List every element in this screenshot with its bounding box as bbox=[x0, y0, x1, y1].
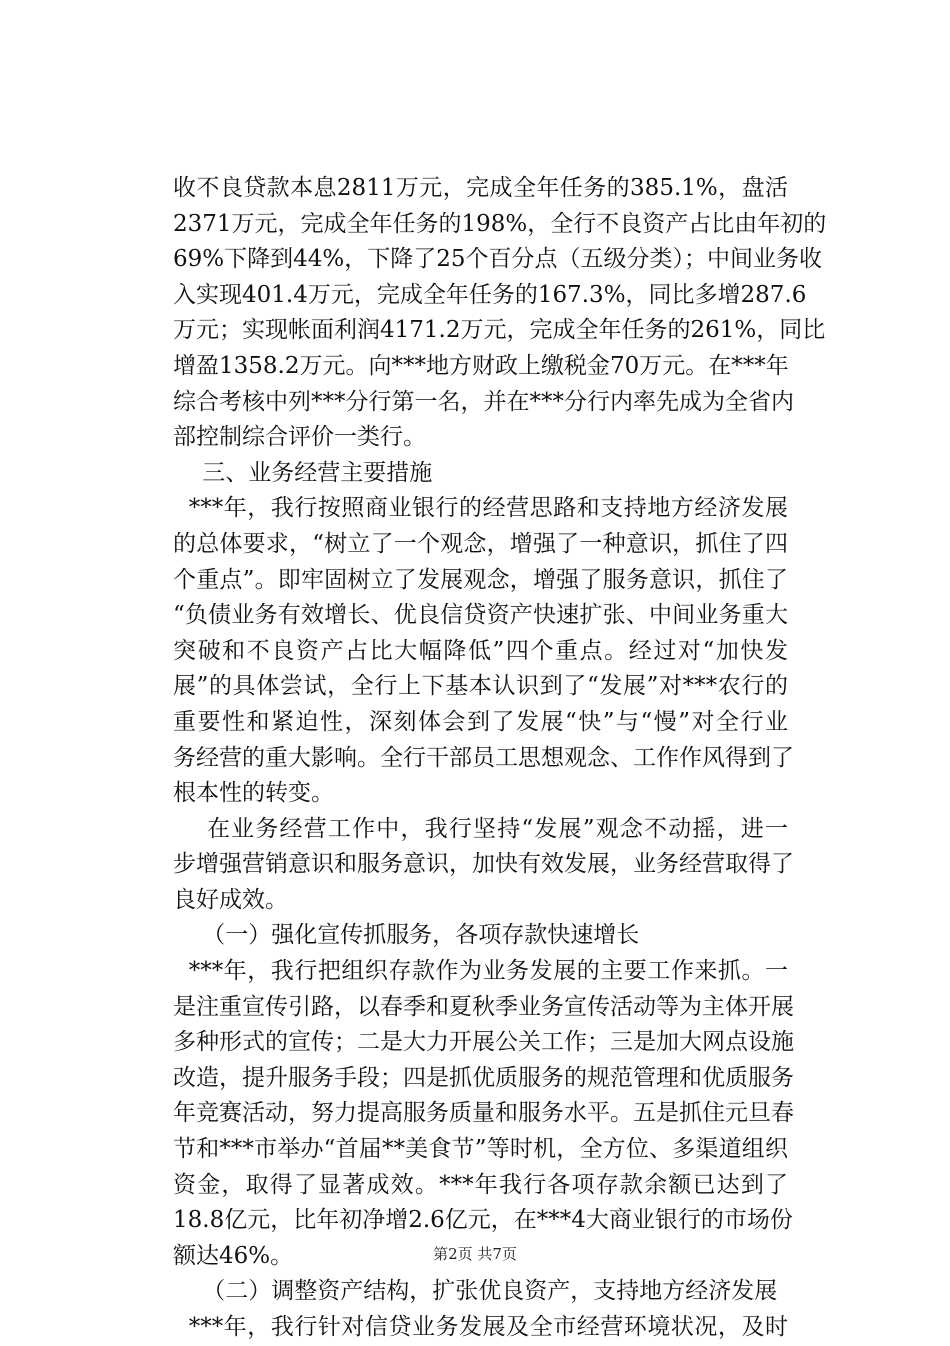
section-heading: 三、业务经营主要措施 bbox=[173, 459, 433, 486]
paragraph-line: 突破和不良资产占比大幅降低”四个重点。经过对“加快发 bbox=[173, 637, 788, 664]
paragraph-line: 额达46%。 bbox=[173, 1242, 294, 1269]
paragraph-line: 年竞赛活动，努力提高服务质量和服务水平。五是抓住元旦春 bbox=[173, 1100, 794, 1127]
paragraph-line: 根本性的转变。 bbox=[173, 780, 334, 807]
paragraph-line: ***年，我行针对信贷业务发展及全市经营环境状况，及时 bbox=[173, 1314, 788, 1340]
subsection-heading: （一）强化宣传抓服务，各项存款快速增长 bbox=[173, 922, 640, 949]
paragraph-line: 良好成效。 bbox=[173, 886, 288, 913]
paragraph-line: 多种形式的宣传；二是大力开展公关工作；三是加大网点设施 bbox=[173, 1029, 794, 1056]
paragraph-line: 增盈1358.2万元。向***地方财政上缴税金70万元。在***年 bbox=[173, 352, 789, 379]
paragraph-line: 展”的具体尝试，全行上下基本认识到了“发展”对***农行的 bbox=[173, 673, 788, 700]
paragraph-line: ***年，我行按照商业银行的经营思路和支持地方经济发展 bbox=[173, 495, 788, 522]
paragraph-line: 入实现401.4万元，完成全年任务的167.3%，同比多增287.6 bbox=[173, 281, 807, 308]
page-number-footer: 第2页 共7页 bbox=[433, 1245, 517, 1263]
paragraph-line: 综合考核中列***分行第一名，并在***分行内率先成为全省内 bbox=[173, 388, 794, 415]
paragraph-line: 的总体要求，“树立了一个观念，增强了一种意识，抓住了四 bbox=[173, 530, 788, 557]
paragraph-line: 务经营的重大影响。全行干部员工思想观念、工作作风得到了 bbox=[173, 744, 794, 771]
paragraph-line: 69%下降到44%，下降了25个百分点（五级分类）；中间业务收 bbox=[173, 246, 823, 273]
paragraph-line: 2371万元，完成全年任务的198%，全行不良资产占比由年初的 bbox=[173, 210, 827, 237]
paragraph-line: 节和***市举办“首届**美食节”等时机，全方位、多渠道组织 bbox=[173, 1136, 788, 1163]
subsection-heading: （二）调整资产结构，扩张优良资产，支持地方经济发展 bbox=[173, 1278, 778, 1305]
document-body bbox=[173, 171, 827, 1346]
paragraph-line: 步增强营销意识和服务意识，加快有效发展，业务经营取得了 bbox=[173, 851, 794, 878]
paragraph-line: 部控制综合评价一类行。 bbox=[173, 424, 426, 451]
paragraph-line: 改造，提升服务手段；四是抓优质服务的规范管理和优质服务 bbox=[173, 1064, 794, 1091]
paragraph-line: 在业务经营工作中，我行坚持“发展”观念不动摇，进一 bbox=[173, 815, 788, 842]
paragraph-line: 18.8亿元，比年初净增2.6亿元，在***4大商业银行的市场份 bbox=[173, 1207, 793, 1234]
paragraph-line: 个重点”。即牢固树立了发展观念，增强了服务意识，抓住了 bbox=[173, 566, 788, 593]
paragraph-line: 万元；实现帐面利润4171.2万元，完成全年任务的261%，同比 bbox=[173, 317, 826, 344]
paragraph-line: ***年，我行把组织存款作为业务发展的主要工作来抓。一 bbox=[173, 958, 788, 985]
paragraph-line: 资金，取得了显著成效。***年我行各项存款余额已达到了 bbox=[173, 1171, 788, 1198]
paragraph-line: 收不良贷款本息2811万元，完成全年任务的385.1%，盘活 bbox=[173, 175, 788, 201]
paragraph-line: 重要性和紧迫性，深刻体会到了发展“快”与“慢”对全行业 bbox=[173, 708, 788, 735]
paragraph-line: 是注重宣传引路，以春季和夏秋季业务宣传活动等为主体开展 bbox=[173, 993, 794, 1020]
paragraph-line: “负债业务有效增长、优良信贷资产快速扩张、中间业务重大 bbox=[173, 602, 788, 629]
